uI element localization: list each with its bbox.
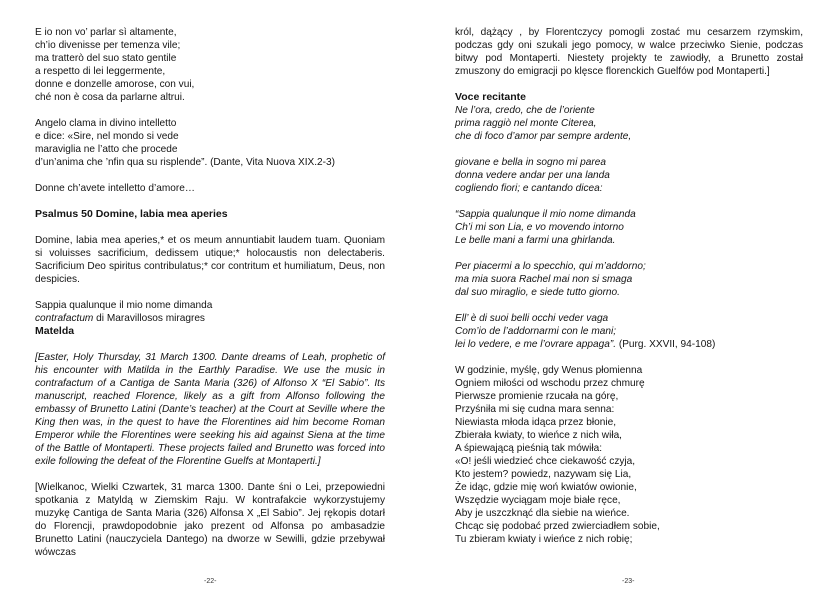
right-page <box>455 26 803 546</box>
verse-line: ma mia suora Rachel mai non si smaga <box>455 274 633 285</box>
donne-line <box>35 182 385 195</box>
verse-line: Aby je uszczknąć dla siebie na wieńce. <box>455 508 630 519</box>
sappia-line: Sappia qualunque il mio nome dimanda <box>35 300 213 311</box>
verse-line: cogliendo fiori; e cantando dicea: <box>455 183 603 194</box>
verse-line: prima raggiò nel monte Citerea, <box>455 118 597 129</box>
poem-stanza-2 <box>35 117 385 169</box>
verse-line: Że idąc, gdzie mię woń kwiatów owionie, <box>455 482 637 493</box>
contrafactum-rest: di Maravillosos miragres <box>93 313 205 324</box>
polish-note: [Wielkanoc, Wielki Czwartek, 31 marca 1300. Dante śni o Lei, przepowiedni spotkania z Matyldą w Ziemskim Raju. W kontrafakcie wykorzystujemy muzykę Cantiga de Santa Maria (326) Alfonsa X „El Sabio”. Jej rękopis dotarł do Florencji, prawdopodobnie jako prezent od Alfonsa po ambasadzie Brunetto Latini (nauczyciela Dantego) na dworze w Sewilli, gdzie przebywał wówczas <box>35 482 385 558</box>
citation: (Purg. XXVII, 94-108) <box>616 339 716 350</box>
verse-line: Wszędzie wyciągam moje białe ręce, <box>455 495 621 506</box>
verse-line: «O! jeśli wiedzieć chce ciekawość czyja, <box>455 456 636 467</box>
verse-line: Ogniem miłości od wschodu przez chmurę <box>455 378 645 389</box>
page-number-right: -23- <box>622 578 635 585</box>
verse-line: ch’io divenisse per temenza vile; <box>35 40 181 51</box>
verse-line: Per piacermi a lo specchio, qui m’addorno; <box>455 261 646 272</box>
verse-line: Com’io de l’addornarmi con le mani; <box>455 326 617 337</box>
verse-line: a respetto di lei leggermente, <box>35 66 166 77</box>
verse-line: W godzinie, myślę, gdy Wenus płomienna <box>455 365 643 376</box>
contrafactum-line <box>35 312 385 325</box>
verse-line: Kto jestem? powiedz, nazywam się Lia, <box>455 469 632 480</box>
verse-line: donna vedere andar per una landa <box>455 170 610 181</box>
psalm-text: Domine, labia mea aperies,* et os meum annuntiabit laudem tuam. Quoniam si voluisses sacrificium, dedissem utique;* holocaustis non delectaberis. Sacrificium Deo spiritus contribulatus;* cor contritum et humiliatum, Deus, non despicies. <box>35 235 385 285</box>
verse-line: donne e donzelle amorose, con vui, <box>35 79 195 90</box>
verse-stanza-4 <box>455 260 803 299</box>
verse-line: dal suo miraglio, e siede tutto giorno. <box>455 287 620 298</box>
verse-line: ma tratterò del suo stato gentile <box>35 53 177 64</box>
verse-line: Zbierała kwiaty, to wieńce z nich wiła, <box>455 430 622 441</box>
verse-last-line: lei lo vedere, e me l’ovrare appaga”. <box>455 339 617 350</box>
verse-line: Niewiasta młoda idąca przez błonie, <box>455 417 617 428</box>
verse-line: Ch’i mi son Lia, e vo movendo intorno <box>455 222 624 233</box>
verse-line: Pierwsze promienie rzucała na górę, <box>455 391 619 402</box>
verse-line: A śpiewającą pieśnią tak mówiła: <box>455 443 602 454</box>
verse-stanza-1 <box>455 104 803 143</box>
verse-line: Le belle mani a farmi una ghirlanda. <box>455 235 616 246</box>
donne-text: Donne ch’avete intelletto d’amore… <box>35 183 195 194</box>
verse-line: Angelo clama in divino intelletto <box>35 118 177 129</box>
verse-stanza-3 <box>455 208 803 247</box>
verse-line-with-citation <box>455 338 803 351</box>
polish-poem <box>455 364 803 546</box>
verse-line: Tu zbieram kwiaty i wieńce z nich robię; <box>455 534 633 545</box>
page-number-left: -22- <box>204 578 217 585</box>
contrafactum-italic: contrafactum <box>35 313 94 324</box>
verse-line: che di foco d’amor par sempre ardente, <box>455 131 632 142</box>
english-note: [Easter, Holy Thursday, 31 March 1300. Dante dreams of Leah, prophetic of his encounter with Matilda in the Earthly Paradise. We use the music in contrafactum of a Cantiga de Santa Maria (326) of Alfonso X “El Sabio”. Its manuscript, reached Florence, likely as a gift from Alfonso following the embassy of Brunetto Latini (Dante’s teacher) at the Court at Seville where the King then was, in the quest to have the Florentines aid him become Roman Emperor while the Florentines were seeking his aid against Siena at the time of the Battle of Montaperti. These projects failed and Brunetto was forced into exile following the defeat of the Florentine Guelfs at Montaperti.] <box>35 352 385 467</box>
left-page <box>35 26 385 559</box>
verse-line: maraviglia ne l’atto che procede <box>35 144 178 155</box>
verse-line: d’un’anima che ’nfin qua su risplende”. (Dante, Vita Nuova XIX.2-3) <box>35 157 335 168</box>
psalm-heading: Psalmus 50 Domine, labia mea aperies <box>35 208 228 220</box>
verse-line: Ell’ è di suoi belli occhi veder vaga <box>455 313 609 324</box>
verse-line: “Sappia qualunque il mio nome dimanda <box>455 209 636 220</box>
verse-line: Chcąc się podobać przed zwierciadłem sobie, <box>455 521 660 532</box>
verse-line: giovane e bella in sogno mi parea <box>455 157 606 168</box>
matelda-heading: Matelda <box>35 325 75 337</box>
voce-heading: Voce recitante <box>455 91 527 103</box>
verse-line: Przyśniła mi się cudna mara senna: <box>455 404 615 415</box>
verse-stanza-2 <box>455 156 803 195</box>
verse-line: E io non vo’ parlar sì altamente, <box>35 27 177 38</box>
verse-line: ché non è cosa da parlarne altrui. <box>35 92 185 103</box>
verse-line: e dice: «Sire, nel mondo si vede <box>35 131 179 142</box>
polish-note-continued: król, dążący , by Florentczycy pomogli zostać mu cesarzem rzymskim, podczas gdy oni szukali jego pomocy, w walce przeciwko Sienie, podczas bitwy pod Montaperti. Niestety projekty te zawiodły, a Brunetto został zmuszony do emigracji po klęsce florenckich Guelfów pod Montaperti.] <box>455 27 803 77</box>
verse-line: Ne l’ora, credo, che de l’oriente <box>455 105 595 116</box>
poem-stanza-1 <box>35 26 385 104</box>
verse-stanza-5 <box>455 312 803 351</box>
